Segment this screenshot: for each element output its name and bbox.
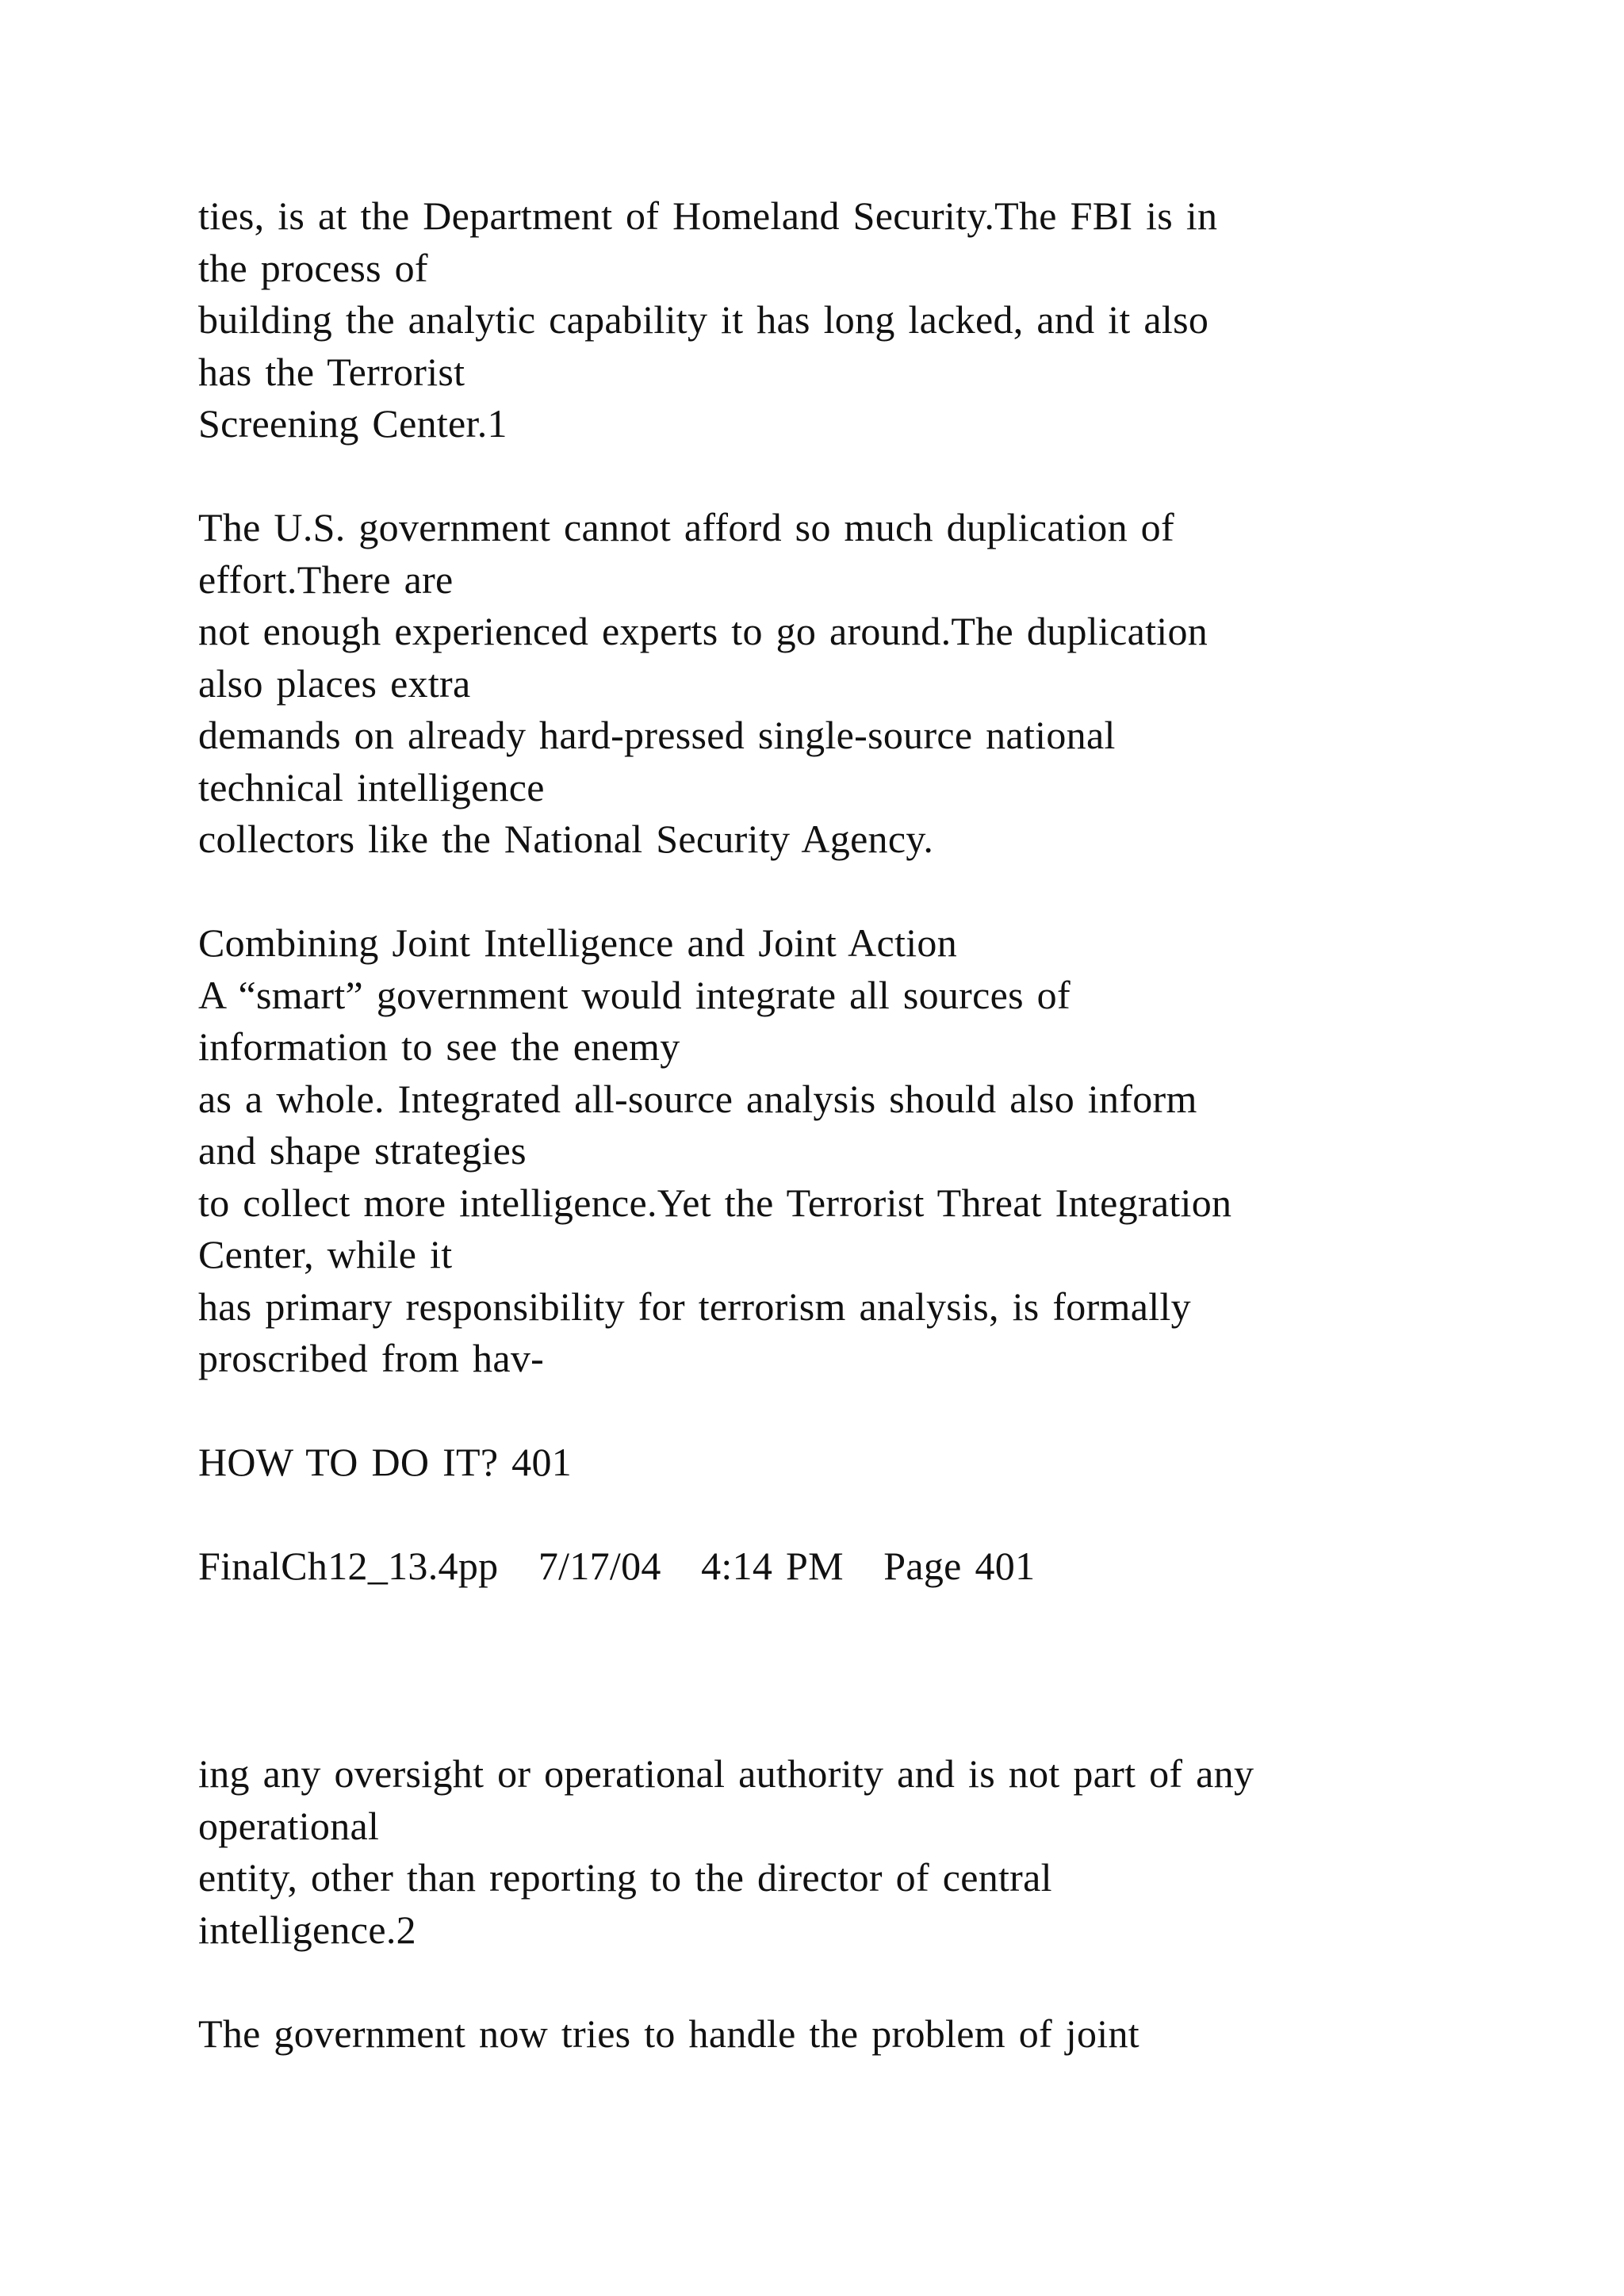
text-line: ing any oversight or operational authority and is not part of any — [198, 1751, 1254, 1796]
running-footer: HOW TO DO IT? 401 — [198, 1440, 573, 1484]
blank-line — [198, 1644, 1499, 1697]
text-line: effort.There are — [198, 557, 454, 602]
blank-line — [198, 450, 1499, 503]
text-line: The U.S. government cannot afford so much duplication of — [198, 505, 1174, 549]
text-line: to collect more intelligence.Yet the Terrorist Threat Integration — [198, 1180, 1232, 1225]
text-line: has the Terrorist — [198, 349, 465, 394]
text-line: The government now tries to handle the problem of joint — [198, 2011, 1139, 2056]
blank-line — [198, 1385, 1499, 1437]
text-line: Center, while it — [198, 1232, 453, 1276]
text-line: A “smart” government would integrate all sources of — [198, 972, 1071, 1017]
blank-line — [198, 1489, 1499, 1541]
text-line: demands on already hard-pressed single-source national — [198, 713, 1116, 757]
text-line: the process of — [198, 245, 428, 290]
print-slug: FinalCh12_13.4pp 7/17/04 4:14 PM Page 401 — [198, 1544, 1036, 1588]
blank-line — [198, 1697, 1499, 1749]
text-line: intelligence.2 — [198, 1907, 416, 1952]
document-text — [198, 190, 1499, 2060]
blank-line — [198, 1956, 1499, 2008]
text-line: not enough experienced experts to go around.The duplication — [198, 609, 1208, 653]
text-line: operational — [198, 1803, 380, 1848]
blank-line — [198, 1593, 1499, 1645]
text-line: and shape strategies — [198, 1128, 527, 1173]
text-line: ties, is at the Department of Homeland Security.The FBI is in — [198, 193, 1218, 238]
text-line: information to see the enemy — [198, 1024, 680, 1069]
text-line: entity, other than reporting to the director of central — [198, 1855, 1052, 1900]
text-line: proscribed from hav- — [198, 1336, 545, 1380]
text-line: as a whole. Integrated all-source analysis should also inform — [198, 1076, 1197, 1121]
blank-line — [198, 866, 1499, 918]
text-line: technical intelligence — [198, 764, 545, 809]
text-line: also places extra — [198, 660, 471, 706]
section-heading: Combining Joint Intelligence and Joint Action — [198, 920, 958, 965]
text-line: building the analytic capability it has long lacked, and it also — [198, 297, 1209, 342]
text-line: Screening Center.1 — [198, 401, 508, 446]
text-line: has primary responsibility for terrorism analysis, is formally — [198, 1284, 1191, 1329]
text-line: collectors like the National Security Agency. — [198, 817, 934, 861]
